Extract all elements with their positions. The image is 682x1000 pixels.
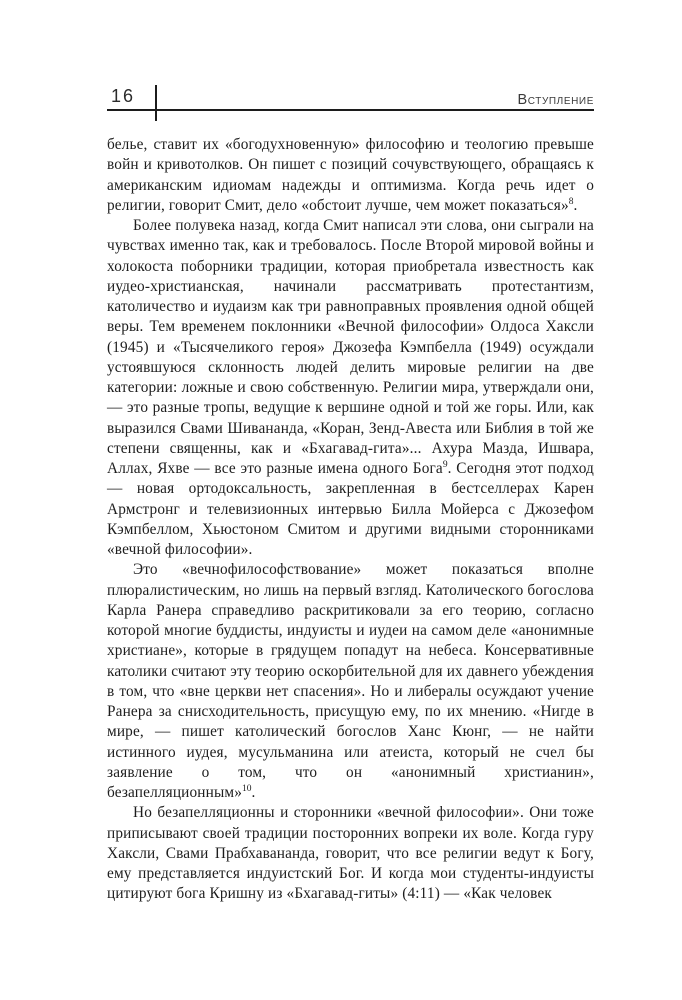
- paragraph: Это «вечнофилософствование» может показаться вполне плюралистическим, но лишь на первый взгляд. Католического богослова Карла Ранера справедливо раскритиковали за его теорию, согласно которой многие буддисты, индуисты и иудеи на самом деле «анонимные христиане», которые в грядущем попадут на небеса. Консервативные католики считают эту теорию оскорбительной для их давнего убеждения в том, что «вне церкви нет спасения». Но и либералы осуждают учение Ранера за снисходительность, присущую ему, по их мнению. «Нигде в мире, — пишет католический богослов Ханс Кюнг, — не найти истинного иудея, мусульманина или атеиста, который не счел бы заявление о том, что он «анонимный христианин», безапелляционным»$^{10}$.: [107, 561, 594, 801]
- paragraph: Более полувека назад, когда Смит написал эти слова, они сыграли на чувствах именно так, как и требовалось. После Второй мировой войны и холокоста поборники традиции, которая приобретала известность как иудео-христианская, начинали рассматривать протестантизм, католичество и иудаизм как три равноправных проявления одной общей веры. Тем временем поклонники «Вечной философии» Олдоса Хаксли (1945) и «Тысячеликого героя» Джозефа Кэмпбелла (1949) осуждали устоявшуюся склонность людей делить мировые религии на две категории: ложные и свою собственную. Религии мира, утверждали они, — это разные тропы, ведущие к вершине одной и той же горы. Или, как выразился Свами Шивананда, «Коран, Зенд-Авеста или Библия в той же степени священны, как и «Бхагавад-гита»... Ахура Мазда, Ишвара, Аллах, Яхве — все это разные имена одного Бога$^9$. Сегодня этот подход — новая ортодоксальность, закрепленная в бестселлерах Карен Армстронг и телевизионных интервью Билла Мойерса с Джозефом Кэмпбеллом, Хьюстоном Смитом и другими видными сторонниками «вечной философии».: [107, 217, 594, 558]
- footnote-marker: 9: [442, 459, 448, 470]
- page-header: [107, 84, 594, 124]
- page-number: 16: [111, 86, 136, 106]
- footnote-marker: 10: [242, 783, 252, 794]
- header-rule: [107, 109, 594, 111]
- paragraph: белье, ставит их «богодухновенную» философию и теологию превыше войн и кривотолков. Он пишет с позиций сочувствующего, обращаясь к американским идиомам надежды и оптимизма. Когда речь идет о религии, говорит Смит, дело «обстоит лучше, чем может показаться»$^8$.: [107, 136, 594, 214]
- body-text: [107, 135, 594, 905]
- paragraph: Но безапелляционны и сторонники «вечной философии». Они тоже приписывают своей традиции посторонних вопреки их воле. Когда гуру Хаксли, Свами Прабхавананда, говорит, что все религии ведут к Богу, ему представляется индуистский Бог. И когда мои студенты-индуисты цитируют бога Кришну из «Бхагавад-гиты» (4:11) — «Как человек: [107, 804, 594, 903]
- header-tick: [155, 85, 157, 121]
- footnote-marker: 8: [568, 196, 574, 207]
- running-title: Вступление: [517, 92, 594, 108]
